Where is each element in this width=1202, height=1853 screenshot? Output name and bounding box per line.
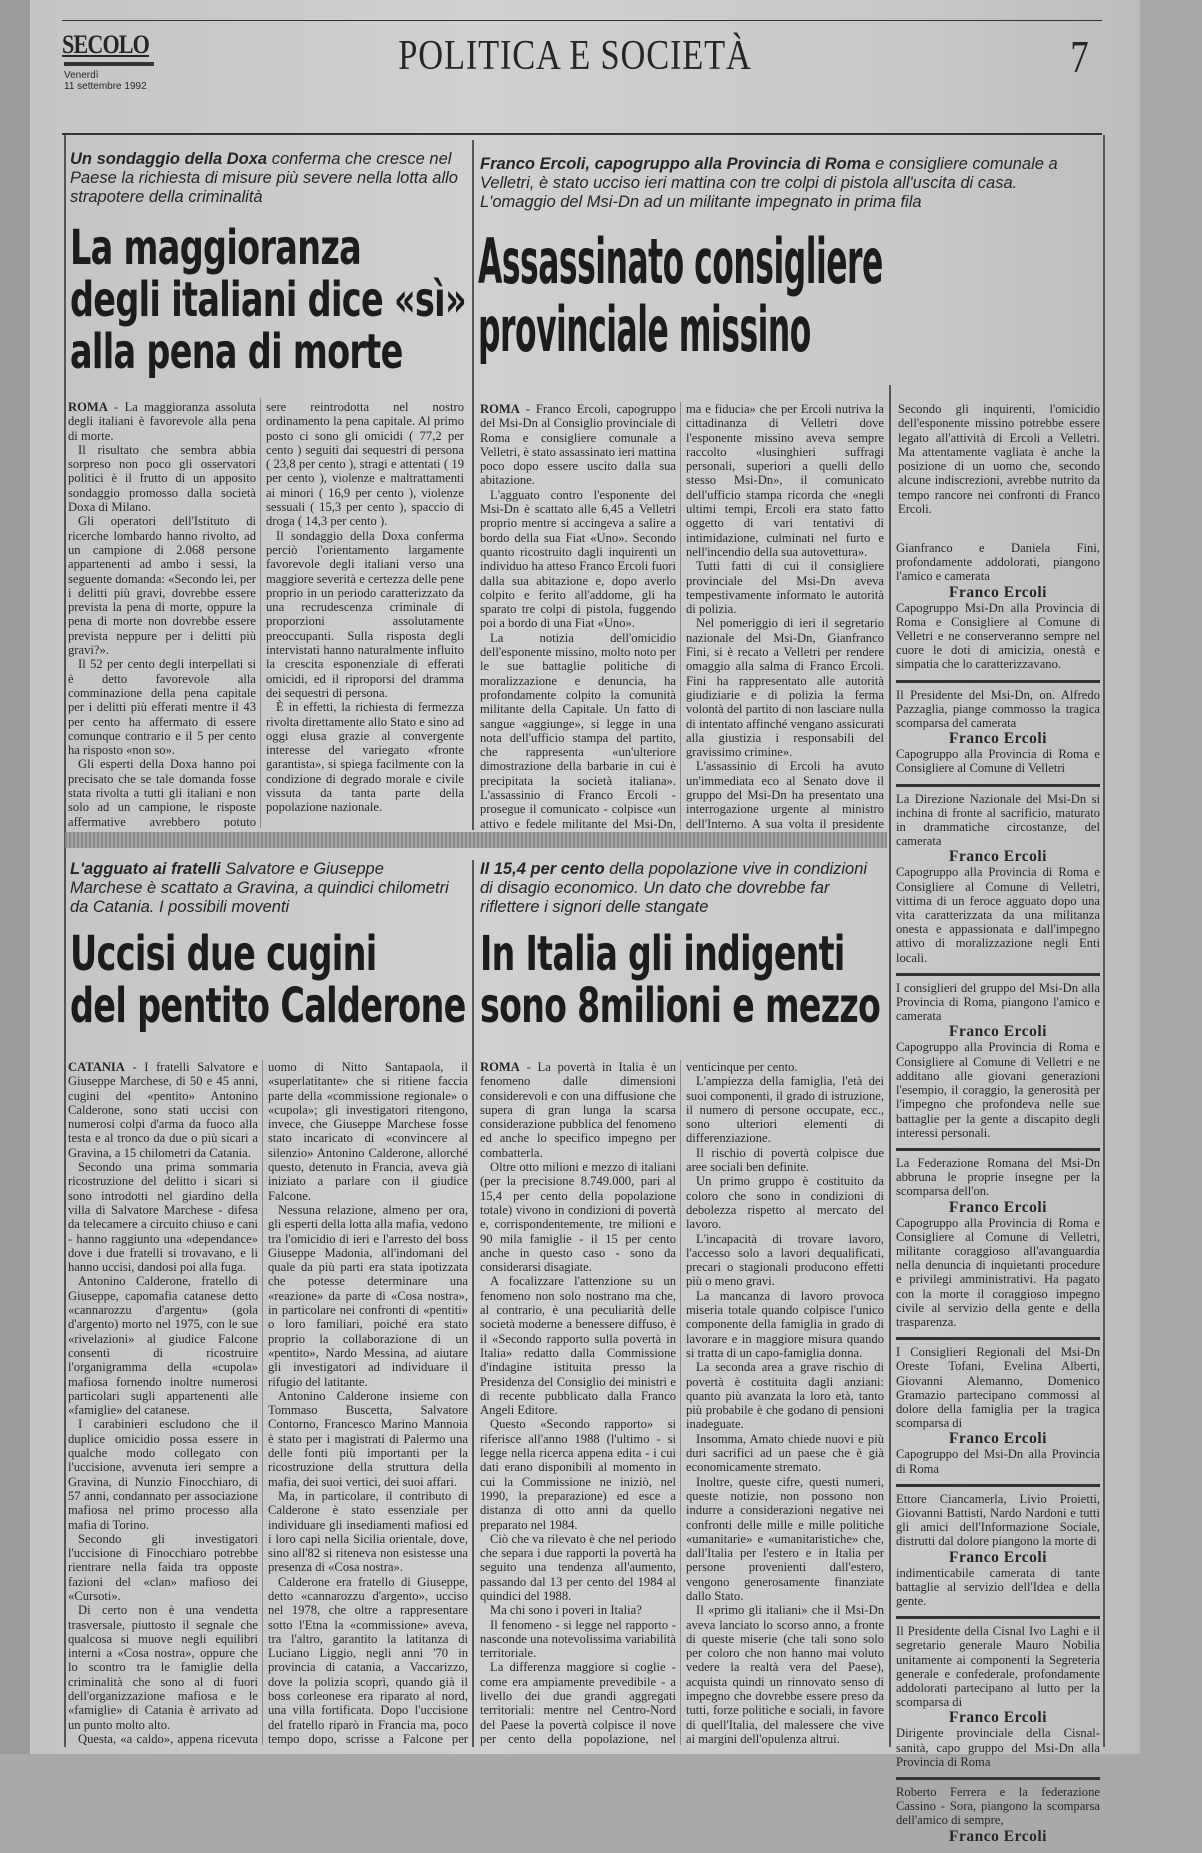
paragraph — [68, 1060, 258, 1160]
dateline: ROMA — [480, 402, 520, 416]
deck-lead: L'agguato ai fratelli — [70, 860, 221, 878]
obituary-detail: Capogruppo alla Provincia di Roma e Consigliere al Comune di Velletri, militante coraggioso all'avanguardia nella denuncia di inquietanti procedure e privilegi amministrativi. Ha pagato con la morte il coraggioso impegno civile al servizio della gente e della trasparenza. — [896, 1215, 1100, 1329]
obituary-name: Franco Ercoli — [949, 730, 1047, 748]
column-divider — [262, 1060, 263, 1745]
article-column — [68, 400, 256, 828]
headline-line: sono 8milioni e mezzo — [480, 978, 881, 1034]
paragraph — [68, 757, 256, 828]
paragraph-text: sere reintrodotta nel nostro ordinamento la pena capitale. Al primo posto ci sono gli omicidi ( 77,2 per cento ) seguiti dai sequestri di persona ( 23,8 per cento ), stragi e attentati ( 19 per cento ), violenze e maltrattamenti ai minori ( 16,9 per cento ), violenze sessuali ( 15,3 per cento ), spaccio di droga ( 14,3 per cento ). — [266, 400, 464, 529]
deck-text: conferma che cresce nel Paese la richiesta di misure più severe nella lotta allo strapotere della criminalità — [70, 150, 458, 206]
paragraph — [68, 400, 256, 443]
deck-lead: Franco Ercoli, capogruppo alla Provincia di Roma — [480, 155, 871, 173]
paragraph — [480, 1532, 676, 1603]
obituary-text: La Direzione Nazionale del Msi-Dn si inchina di fronte al sacrificio, maturato in drammatiche circostanze, del camerata — [896, 791, 1100, 849]
top-rule — [62, 20, 1102, 21]
paragraph — [268, 1203, 468, 1389]
obituary-detail: Dirigente provinciale della Cisnal-sanità, capo gruppo del Msi-Dn alla Provincia di Roma — [896, 1726, 1100, 1769]
headline-line: provinciale missino — [478, 293, 811, 366]
paragraph — [68, 1732, 258, 1746]
paragraph — [266, 400, 464, 529]
masthead-bar — [64, 62, 154, 66]
column-divider — [1103, 135, 1105, 1747]
deck-lead: Un sondaggio della Doxa — [70, 150, 268, 168]
paragraph — [68, 1603, 258, 1732]
paragraph-text: L'ampiezza della famiglia, l'età dei suoi componenti, il grado di istruzione, il numero di persone occupate, ecc., sono ulteriori elementi di differenziazione. — [686, 1074, 884, 1146]
masthead: SECOLO — [62, 30, 150, 59]
paragraph-text: Inoltre, queste cifre, questi numeri, queste notizie, non possono non indurre a considerazioni negative nei confronti delle mille e mille politiche «umanitarie» e «umanitaristiche» che, dall'Italia per l'estero e in Italia per persone provenienti dall'estero, vengono generosamente finanziate dallo Stato. — [686, 1474, 884, 1603]
issue-date-text: 11 settembre 1992 — [64, 81, 147, 92]
obituary-detail: Capogruppo alla Provincia di Roma e Consigliere al Comune di Velletri, vittima di un feroce agguato dopo una vita caratterizzata da una militanza onesta e appassionata e dall'impegno attivo di moralizzazione negli Enti locali. — [896, 865, 1100, 965]
paragraph-text: Calderone era fratello di Giuseppe, detto «cannarozzu d'argento», ucciso nel 1978, che oltre a rappresentare sotto l'Etna la «commissione» aveva, tra l'altro, garantito la latitanza di Luciano Liggio, negli anni '70 in provincia di catania, a Vaccarizzo, dove la polizia scoprì, quando già il boss corleonese era riparato al nord, una villa fortificata. Dopo l'uccisione del fratello riparò in Francia ma, poco tempo dopo, scrisse a Falcone per — [268, 1574, 468, 1746]
paragraph — [686, 759, 884, 830]
article-column — [480, 402, 676, 830]
article-column — [686, 1060, 884, 1746]
paragraph — [68, 1532, 258, 1603]
paragraph — [686, 1603, 884, 1746]
paragraph-text: ma e fiducia» che per Ercoli nutriva la cittadinanza di Velletri dove l'esponente missino aveva sempre raccolto «lusinghieri suffragi personali, superiori a quelli dello stesso Msi-Dn», il comunicato dell'ufficio stampa ricorda che «negli ultimi tempi, Ercoli era stato fatto oggetto di vari tentativi di intimidazione, culminati nel furto e nell'incendio della sua autovettura». — [686, 402, 884, 559]
article-deck — [70, 150, 460, 207]
paragraph — [480, 1603, 676, 1617]
paragraph-text: La notizia dell'omicidio dell'esponente missino, molto noto per le sue battaglie politiche di moralizzazione e denuncia, ha profondamente colpito la comunità militante della Capitale. Un fatto di sangue «aggiunge», si legge in una nota dell'ufficio stampa del partito, che rappresenta «un'ulteriore dimostrazione della barbarie in cui è precipitata la società italiana». L'assassinio di Franco Ercoli - prosegue il comunicato - colpisce «un attivo e fedele militante del Msi-Dn, — [480, 630, 676, 830]
paragraph — [68, 657, 256, 757]
scan-edge — [0, 0, 30, 1754]
paragraph-text: - I fratelli Salvatore e Giuseppe Marchese, di 50 e 45 anni, cugini del «pentito» Antonino Calderone, sono stati uccisi con numerosi colpi d'arma da fuoco alla testa e al tronco da due o più sicari a Gravina, a 15 chilometri da Catania. — [68, 1060, 258, 1160]
article-deck — [480, 155, 1080, 212]
paragraph — [268, 1060, 468, 1203]
obituary-notice — [896, 536, 1100, 680]
paragraph — [686, 1475, 884, 1604]
obituary-detail: Capogruppo Msi-Dn alla Provincia di Roma e Consigliere al Comune di Velletri e ne conserveranno sempre nel cuore le doti di amicizia, onestà e simpatia che lo caratterizzavano. — [896, 600, 1100, 672]
obituary-detail: Capogruppo alla Provincia di Roma e Consigliere al Comune di Velletri — [896, 747, 1100, 776]
obituaries-column — [896, 536, 1100, 1853]
paragraph-text: Il 52 per cento degli interpellati si è detto favorevole alla comminazione della pena capitale per i delitti più efferati mentre il 43 per cento ha affermato di essere comunque contrario e il 5 per cento ha risposto «non so». — [68, 657, 256, 758]
paragraph — [686, 1360, 884, 1431]
article-column — [68, 1060, 258, 1746]
header-rule — [62, 133, 1102, 135]
paragraph-text: Ma, in particolare, il contributo di Calderone è stato essenziale per individuare gli insediamenti mafiosi ed i loro capi nella Sicilia orientale, dove, sino all'82 si riteneva non esistesse una presenza di «Cosa nostra». — [268, 1488, 468, 1575]
obituary-text: Il Presidente della Cisnal Ivo Laghi e il segretario generale Mauro Nobilia unitamente ai componenti la Segreteria generale e confederale, profondamente addolorati partecipano al lutto per la scomparsa di — [896, 1624, 1100, 1710]
obituary-notice — [896, 1337, 1100, 1484]
article-headline — [70, 928, 466, 1032]
paragraph-text: È in effetti, la richiesta di fermezza rivolta direttamente allo Stato e sino ad oggi elusa grazie al convergente interesse del variegato «fronte garantista», si spiega facilmente con la condizione di degrado morale e civile vissuta da tanta parte della popolazione nazionale. — [266, 700, 464, 815]
paragraph — [898, 402, 1100, 516]
paragraph — [268, 1389, 468, 1489]
obituary-notice — [896, 680, 1100, 784]
dateline: ROMA — [480, 1060, 520, 1074]
paragraph-text: Antonino Calderone, fratello di Giuseppe, capomafia catanese detto «cannarozzu d'argentu» (gola d'argento) morto nel 1975, con le sue «rivelazioni» al giudice Falcone consentì di ricostruire l'organigramma della «cupola» mafiosa fornendo inoltre numerosi particolari sugli appartenenti alle «famiglie» del catanese. — [68, 1274, 258, 1418]
paragraph-text: Secondo una prima sommaria ricostruzione del delitto i sicari si sono introdotti nel giardino della villa di Salvatore Marchese - difesa da telecamere a circuito chiuso e cani - hanno raggiunto una «dependance» dove i due fratelli si trovavano, e li hanno uccisi, dandosi poi alla fuga. — [68, 1160, 258, 1275]
column-divider — [680, 1060, 681, 1745]
paragraph-text: A focalizzare l'attenzione su un fenomeno non solo nostrano ma che, al contrario, è una peculiarità delle società moderne a benessere diffuso, è il «Secondo rapporto sulla povertà in Italia» redatto dalla Commissione d'indagine istituita presso la Presidenza del Consiglio dei ministri e di recente pubblicato dalla Franco Angeli Editore. — [480, 1274, 676, 1418]
obituary-text: I Consiglieri Regionali del Msi-Dn Oreste Tofani, Evelina Alberti, Giovanni Alemanno, Domenico Gramazio partecipano commossi al dolore della famiglia per la tragica scomparsa di — [896, 1345, 1100, 1431]
headline-line: La maggioranza — [70, 220, 362, 276]
paragraph-text: Questa, «a caldo», appena ricevuta — [78, 1731, 258, 1746]
paragraph — [686, 1289, 884, 1360]
obituary-detail: Capogruppo del Msi-Dn alla Provincia di Roma — [896, 1447, 1100, 1476]
paragraph-text: Ciò che va rilevato è che nel periodo che separa i due rapporti la povertà ha seguito una tendenza all'aumento, passando dal 13 per cento del 1984 al quindici del 1988. — [480, 1531, 676, 1603]
article-headline — [70, 222, 466, 378]
paragraph-text: - La maggioranza assoluta degli italiani è favorevole alla pena di morte. — [68, 400, 256, 443]
obituary-name: Franco Ercoli — [949, 1548, 1047, 1566]
headline-line: Assassinato consigliere — [478, 225, 883, 298]
obituary-name: Franco Ercoli — [949, 1023, 1047, 1041]
paragraph — [68, 1274, 258, 1417]
paragraph-text: Nessuna relazione, almeno per ora, gli esperti della lotta alla mafia, vedono tra l'omicidio di ieri e l'arresto del boss Giuseppe Madonia, all'indomani del quale da più parti era stata ipotizzata che potesse determinare una «reazione» da parte di «Cosa nostra», in particolare nei confronti di «pentiti» o loro familiari, poiché era stato proprio la collaborazione di un «pentito», Nardo Messina, ad aiutare gli investigatori ad individuare il rifugio del latitante. — [268, 1202, 468, 1389]
obituary-text: Ettore Ciancamerla, Livio Proietti, Giovanni Battisti, Nardo Nardoni e tutti gli amici dell'Informazione Sociale, distrutti dal dolore piangono la morte di — [896, 1491, 1100, 1549]
paragraph-text: Il fenomeno - si legge nel rapporto - nasconde una notevolissima variabilità territoriale. — [480, 1617, 676, 1661]
paragraph — [686, 1060, 884, 1074]
headline-line: Uccisi due cugini — [70, 926, 377, 982]
deck-text: della popolazione vive in condizioni di disagio economico. Un dato che dovrebbe far riflettere i signori delle stangate — [480, 860, 868, 916]
paragraph-text: Secondo gli investigatori l'uccisione di Finocchiaro potrebbe rientrare nella faida tra opposte fazioni del «clan» mafioso dei «Cursoti». — [68, 1531, 258, 1603]
paragraph-text: - Franco Ercoli, capogruppo del Msi-Dn al Consiglio provinciale di Roma e consigliere comunale a Velletri, è stato assassinato ieri mattina poco dopo essere uscito dalla sua abitazione. — [480, 402, 676, 488]
paragraph-text: uomo di Nitto Santapaola, il «superlatitante» che si ritiene faccia parte della «commissione regionale» o «cupola»; gli investigatori ritengono, invece, che Giuseppe Marchese fosse stato incaricato di «convincere al silenzio» Antonino Calderone, allorché questo, detenuto in Francia, aveva già iniziato a parlare con il giudice Falcone. — [268, 1060, 468, 1203]
deck-text: e consigliere comunale a Velletri, è stato ucciso ieri mattina con tre colpi di pistola all'uscita di casa. L'omaggio del Msi-Dn ad un militante impegnato in prima fila — [480, 155, 1058, 211]
article-deck — [480, 860, 875, 917]
obituary-notice — [896, 1148, 1100, 1337]
paragraph — [268, 1575, 468, 1746]
paragraph-text: Il «primo gli italiani» che il Msi-Dn aveva lanciato lo scorso anno, a fronte di queste miserie (che tali sono solo per coloro che non hanno mai voluto vedere la realtà vera del Paese), acquista quindi un rinnovato senso di impegno che dovrebbe essere preso da tutti, forze politiche e sociali, in favore di quell'Italia, del malessere che vive ai margini dell'opulenza altrui. — [686, 1603, 884, 1746]
article-deck — [70, 860, 460, 917]
article-headline — [480, 928, 880, 1032]
column-divider — [260, 398, 261, 828]
paragraph — [480, 488, 676, 631]
paragraph — [480, 1660, 676, 1746]
paragraph-text: Gli operatori dell'Istituto di ricerche lombardo hanno rivolto, ad un campione di 2.068 persone appartenenti ad ambo i sessi, la seguente domanda: «Secondo lei, per i delitti più gravi, dovrebbe essere prevista la pena di morte, oppure la pena di morte non dovrebbe essere prevista neppure per i delitti più gravi?». — [68, 514, 256, 658]
paragraph-text: Il risultato che sembra abbia sorpreso non poco gli osservatori politici è il frutto di un apposito sondaggio promosso dalla società Doxa di Milano. — [68, 442, 256, 515]
paragraph-text: Antonino Calderone insieme con Tommaso Buscetta, Salvatore Contorno, Francesco Marino Mannoia è stato per i magistrati di Palermo una delle fonti più importanti per la ricostruzione della struttura della mafia, dei suoi vertici, dei suoi affari. — [268, 1388, 468, 1489]
article-column — [268, 1060, 468, 1746]
paragraph — [686, 1074, 884, 1145]
issue-date — [64, 70, 147, 92]
paragraph — [480, 402, 676, 488]
paragraph — [68, 1417, 258, 1531]
paragraph — [480, 1160, 676, 1274]
obituary-name: Franco Ercoli — [949, 848, 1047, 866]
paragraph-text: - La povertà in Italia è un fenomeno dalle dimensioni considerevoli e con una diffusione che supera di gran lunga la scarsa considerazione pubblica del fenomeno ed anche lo specifico impegno per combatterla. — [480, 1060, 676, 1160]
paragraph — [480, 1060, 676, 1160]
paragraph-text: Nel pomeriggio di ieri il segretario nazionale del Msi-Dn, Gianfranco Fini, si è recato a Velletri per rendere omaggio alla salma di Franco Ercoli. Fini ha rappresentato alle autorità giudiziarie e di polizia la ferma volontà del partito di non lasciare nulla di intentato affinché vengano assicurati alla giustizia i responsabili del gravissimo crimine». — [686, 616, 884, 760]
obituary-notice — [896, 1777, 1100, 1853]
paragraph — [68, 514, 256, 657]
page-number: 7 — [1070, 31, 1089, 82]
paragraph — [68, 443, 256, 514]
paragraph — [686, 616, 884, 759]
obituary-text: La Federazione Romana del Msi-Dn abbruna le proprie insegne per la scomparsa dell'on. — [896, 1155, 1100, 1199]
obituary-name: Franco Ercoli — [949, 583, 1047, 601]
issue-day: Venerdì — [64, 70, 99, 81]
column-divider — [680, 402, 681, 830]
dateline: ROMA — [68, 400, 108, 414]
article-column — [266, 400, 464, 828]
paragraph — [480, 631, 676, 830]
paragraph-text: L'assassinio di Ercoli ha avuto un'immediata eco al Senato dove il gruppo del Msi-Dn ha presentato una interrogazione urgente al ministro dell'Interno. A sua volta il presidente — [686, 759, 884, 830]
paragraph-text: Insomma, Amato chiede nuovi e più duri sacrifici ad un paese che è già economicamente stremato. — [686, 1431, 884, 1475]
paragraph-text: Ma chi sono i poveri in Italia? — [490, 1603, 642, 1618]
deck-lead: Il 15,4 per cento — [480, 860, 605, 878]
paragraph-text: L'agguato contro l'esponente del Msi-Dn è scattato alle 6,45 a Velletri proprio mentre si accingeva a salire a bordo della sua Fiat «Uno». Secondo quanto ricostruito dagli inquirenti un individuo ha atteso Franco Ercoli fuori dalla sua abitazione e, dopo averlo colpito e ferito all'addome, gli ha sparato tre colpi di pistola, fuggendo poi a bordo di una Fiat «Uno». — [480, 487, 676, 631]
paragraph-text: Gli esperti della Doxa hanno poi precisato che se tale domanda fosse stata rivolta a tutti gli italiani e non solo ad un campione, le risposte affermative avrebbero potuto — [68, 757, 256, 828]
paragraph-text: Secondo gli inquirenti, l'omicidio dell'esponente missino potrebbe essere legato all'attività di Ercoli a Velletri. Ma attentamente vagliata è anche la posizione di un uomo che, secondo alcune indiscrezioni, avrebbe nutrito da tempo rancore nei confronti di Franco Ercoli. — [898, 402, 1100, 517]
paragraph-text: La mancanza di lavoro provoca miseria totale quando colpisce l'unico componente della famiglia in grado di lavorare e in maggiore misura quando si tratta di un capo-famiglia donna. — [686, 1288, 884, 1360]
obituary-name: Franco Ercoli — [949, 1430, 1047, 1448]
paragraph-text: L'incapacità di trovare lavoro, l'accesso solo a lavori dequalificati, precari o stagionali producono effetti più o meno gravi. — [686, 1231, 884, 1289]
paragraph-text: La differenza maggiore si coglie - come era ampiamente prevedibile - a livello dei due grandi aggregati territoriali: mentre nel Centro-Nord del Paese la povertà colpisce il nove per cento della popolazione, nel — [480, 1660, 676, 1746]
paragraph — [480, 1618, 676, 1661]
paragraph — [686, 1232, 884, 1289]
obituary-name: Franco Ercoli — [949, 1709, 1047, 1727]
paragraph — [268, 1489, 468, 1575]
paragraph — [480, 1417, 676, 1531]
deck-text: Salvatore e Giuseppe Marchese è scattato a Gravina, a quindici chilometri da Catania. I possibili moventi — [70, 860, 449, 916]
obituary-text: Gianfranco e Daniela Fini, profondamente addolorati, piangono l'amico e camerata — [896, 541, 1100, 584]
obituary-text: I consiglieri del gruppo del Msi-Dn alla Provincia di Roma, piangono l'amico e camerata — [896, 980, 1100, 1024]
obituary-notice — [896, 1484, 1100, 1616]
obituary-notice — [896, 784, 1100, 973]
paragraph-text: Tutti fatti di cui il consigliere provinciale del Msi-Dn aveva tempestivamente informato le autorità di polizia. — [686, 559, 884, 617]
paragraph-text: La seconda area a grave rischio di povertà è costituita dagli anziani: quanto più avanzata la loro età, tanto più probabile è che godano di pensioni inadeguate. — [686, 1360, 884, 1432]
paragraph-text: Oltre otto milioni e mezzo di italiani (per la precisione 8.749.000, pari al 15,4 per cento della popolazione totale) vivono in condizioni di povertà e, corrispondentemente, tre milioni e 90 mila famiglie - il 15 per cento anche in questo caso - sono da considerarsi disagiate. — [480, 1160, 676, 1275]
paragraph-text: Il rischio di povertà colpisce due aree sociali ben definite. — [686, 1145, 884, 1175]
paragraph-text: Di certo non è una vendetta trasversale, piuttosto il segnale che qualcosa si muove negli equilibri interni a «Cosa nostra», oppure che lo scontro tra le famiglie della criminalità che sono al di fuori dell'organizzazione mafiosa e le «famiglie» di Catania è arrivato ad un punto molto alto. — [68, 1603, 258, 1732]
article-column — [686, 402, 884, 830]
paragraph-text: Questo «Secondo rapporto» si riferisce all'anno 1988 (l'ultimo - si legge nella ricerca appena edita - i cui dati erano disponibili al momento in cui la Commissione ne iniziò, nel 1990, la preparazione) ed esce a distanza di otto anni da quello preparato nel 1984. — [480, 1417, 676, 1532]
column-divider — [472, 860, 474, 1747]
obituary-text: Roberto Ferrera e la federazione Cassino - Sora, piangono la scomparsa dell'amico di sempre, — [896, 1785, 1100, 1828]
article-headline — [478, 225, 883, 366]
paragraph — [68, 1160, 258, 1274]
headline-line: alla pena di morte — [70, 324, 403, 380]
paragraph — [686, 1146, 884, 1175]
column-divider — [64, 135, 66, 1747]
paragraph — [266, 529, 464, 701]
paragraph-text: venticinque per cento. — [686, 1060, 798, 1074]
separator-band — [65, 832, 887, 848]
section-title: POLITICA E SOCIETÀ — [398, 33, 752, 79]
headline-line: degli italiani dice «sì» — [70, 272, 466, 328]
article-column — [480, 1060, 676, 1746]
headline-line: In Italia gli indigenti — [480, 926, 845, 982]
obituary-name: Franco Ercoli — [949, 1827, 1047, 1845]
obituary-text: Il Presidente del Msi-Dn, on. Alfredo Pazzaglia, piange commosso la tragica scomparsa del camerata — [896, 687, 1100, 731]
paragraph-text: Il sondaggio della Doxa conferma perciò l'orientamento largamente favorevole degli italiani verso una maggiore severità e certezza delle pene proprio in un periodo caratterizzato da una recrudescenza criminale di proporzioni assolutamente preoccupanti. Sulla risposta degli intervistati hanno naturalmente influito la crescita esponenziale di efferati omicidi, ed il riproporsi del dramma dei sequestri di persona. — [266, 528, 464, 700]
headline-line: del pentito Calderone — [70, 978, 466, 1034]
obituary-detail: indimenticabile camerata di tante battaglie al servizio dell'Idea e della gente. — [896, 1565, 1100, 1608]
paragraph — [686, 402, 884, 559]
paragraph-text: I carabinieri escludono che il duplice omicidio possa essere in qualche modo collegato con l'uccisione, avvenuta ieri sempre a Gravina, di Nunzio Finocchiaro, di 57 anni, condannato per associazione mafiosa nel primo processo alla mafia di Torino. — [68, 1417, 258, 1532]
obituary-notice — [896, 1616, 1100, 1777]
column-divider — [472, 140, 474, 830]
obituary-detail: Capogruppo alla Provincia di Roma e Consigliere al Comune di Velletri e ne additano alle giovani generazioni l'esempio, il coraggio, la generosità per l'impegno che profondeva nelle sue battaglie per la gente a discapito degli interessi personali. — [896, 1040, 1100, 1140]
article-column — [898, 402, 1100, 526]
obituary-notice — [896, 973, 1100, 1148]
paragraph — [266, 700, 464, 814]
column-divider — [889, 385, 891, 1747]
paragraph — [686, 1174, 884, 1231]
paragraph — [480, 1274, 676, 1417]
paragraph-text: Un primo gruppo è costituito da coloro che sono in condizioni di debolezza rispetto al mercato del lavoro. — [686, 1174, 884, 1232]
paragraph — [686, 1432, 884, 1475]
dateline: CATANIA — [68, 1060, 125, 1074]
obituary-name: Franco Ercoli — [949, 1198, 1047, 1216]
paragraph — [686, 559, 884, 616]
